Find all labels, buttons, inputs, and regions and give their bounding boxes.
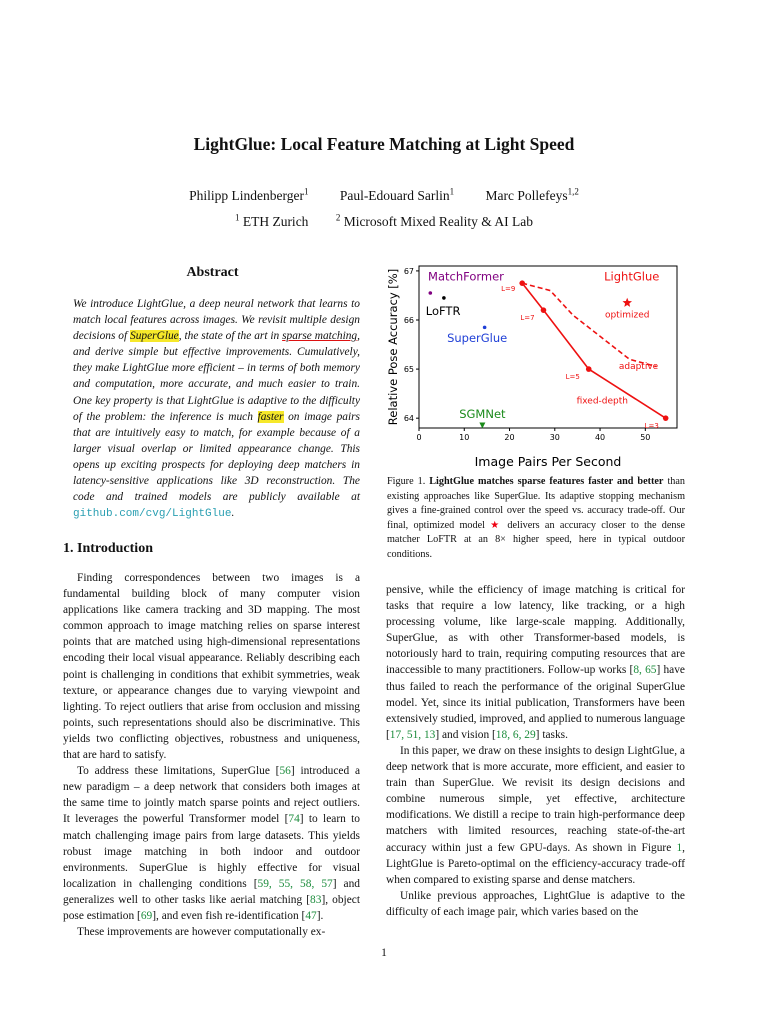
affiliation: $^2$ Microsoft Mixed Reality & AI Lab xyxy=(335,212,534,229)
paragraph: These improvements are however computationally ex- xyxy=(77,926,326,939)
author-list xyxy=(0,186,768,204)
fixed-depth-point xyxy=(541,307,547,313)
x-tick-label: 10 xyxy=(459,433,470,442)
fixed-depth-point xyxy=(586,366,592,372)
citation-link[interactable]: 8, 65 xyxy=(633,664,657,677)
citation-link[interactable]: 56 xyxy=(279,765,291,778)
citation-link[interactable]: 83 xyxy=(310,893,322,906)
annotation-label: LightGlue xyxy=(604,269,660,284)
author: Philipp Lindenberger$^1$ xyxy=(189,186,309,203)
author: Marc Pollefeys$^{1,2}$ xyxy=(485,186,579,203)
right-column xyxy=(386,582,685,920)
citation-link[interactable]: 47 xyxy=(305,909,317,922)
paper-title: LightGlue: Local Feature Matching at Light Speed xyxy=(193,134,575,154)
x-tick-label: 50 xyxy=(640,433,651,442)
annotation-label: SuperGlue xyxy=(447,331,508,346)
affiliation: $^1$ ETH Zurich xyxy=(234,212,309,229)
fixed-depth-point xyxy=(519,280,525,286)
figure-caption: Figure 1. LightGlue matches sparse features faster and better than existing approaches like SuperGlue. Its adaptive stopping mechanism gives a fine-grained control over the speed vs. accuracy trade-off. Our final, optimized model ★ delivers an accuracy closer to the dense matcher LoFTR at an 8× higher speed, here in typical outdoor conditions. xyxy=(387,476,685,560)
x-tick-label: 20 xyxy=(504,433,515,442)
y-axis-label: Relative Pose Accuracy [%] xyxy=(386,268,400,426)
y-tick-label: 64 xyxy=(403,414,414,424)
intro-column xyxy=(63,570,360,940)
y-tick-label: 67 xyxy=(403,266,414,276)
citation-link[interactable]: 69 xyxy=(140,909,153,922)
x-tick-label: 30 xyxy=(549,433,560,442)
citation-link[interactable]: 17, 51, 13 xyxy=(389,728,436,741)
underline-annotation: sparse matching xyxy=(282,330,358,343)
paragraph: In this paper, we draw on these insights to design LightGlue, a deep network that is more accurate, more efficient, and easier to train than SuperGlue. We revisit its design decisions and combine numerous simple, yet effective, architecture modifications. We distill a recipe to train high-performance deep matchers with limited resources, reaching state-of-the-art accuracy within just a few GPU-days. As shown in Figure 1, LightGlue is Pareto-optimal on the efficiency-accuracy trade-off when compared to existing sparse and dense matchers. xyxy=(386,744,685,886)
citation-link[interactable]: 74 xyxy=(288,813,300,826)
y-tick-label: 65 xyxy=(403,365,414,375)
fixed-depth-point xyxy=(663,415,669,421)
matchformer-point xyxy=(429,291,433,295)
figure-1 xyxy=(383,258,688,473)
depth-label: L=7 xyxy=(520,314,535,323)
page-number: 1 xyxy=(381,947,387,959)
paragraph: Unlike previous approaches, LightGlue is adaptive to the difficulty of each image pair, which varies based on the xyxy=(386,889,685,918)
annotation-label: SGMNet xyxy=(459,407,506,422)
annotation-label: adaptive xyxy=(618,362,659,373)
annotation-label: LoFTR xyxy=(425,304,461,319)
citation-link[interactable]: 59, 55, 58, 57 xyxy=(257,877,333,890)
y-tick-label: 66 xyxy=(403,316,414,325)
paragraph: Finding correspondences between two images is a fundamental building block of many computer vision applications like camera tracking and 3D mapping. The most common approach to image matching relies on sparse interest points that are matched using high-dimensional representations encoding their local visual appearance. Reliably describing each point is challenging in conditions that exhibit symmetries, weak texture, or appearance changes due to varying viewpoint and lighting. To reject outliers that arise from occlusion and missing points, such representations should also be discriminative. This yields two conflicting objectives, robustness and uniqueness, that are hard to satisfy. xyxy=(63,572,360,762)
abstract-text: We introduce LightGlue, a deep neural network that learns to match local features across images. We revisit multiple design decisions of SuperGlue, the state of the art in sparse matching, and derive simple but effective improvements. Cumulatively, they make LightGlue more efficient – in terms of both memory and computation, more accurate, and much easier to train. One key property is that LightGlue is adaptive to the difficulty of the problem: the inference is much faster on image pairs that are intuitively easy to match, for example because of a larger visual overlap or limited appearance change. This opens up exciting prospects for deploying deep matchers in latency-sensitive applications like 3D reconstruction. The code and trained models are publicly available at github.com/cvg/LightGlue. xyxy=(73,298,360,521)
star-icon: ★ xyxy=(490,519,503,531)
depth-label: L=5 xyxy=(565,373,580,382)
superglue-point xyxy=(483,326,487,330)
depth-label: L=3 xyxy=(644,422,659,431)
annotation-label: optimized xyxy=(604,310,650,321)
abstract-heading: Abstract xyxy=(186,265,239,280)
adaptive-line xyxy=(522,283,656,366)
depth-label: L=9 xyxy=(501,285,516,294)
affiliation-list xyxy=(0,212,768,230)
code-link[interactable]: github.com/cvg/LightGlue xyxy=(73,508,232,521)
highlight: faster xyxy=(257,410,284,423)
citation-link[interactable]: 18, 6, 29 xyxy=(495,728,536,741)
x-tick-label: 40 xyxy=(594,433,606,442)
annotation-label: MatchFormer xyxy=(428,269,504,284)
section-heading: 1. Introduction xyxy=(63,541,153,556)
accuracy-speed-chart xyxy=(383,258,688,473)
paragraph: To address these limitations, SuperGlue [56] introduced a new paradigm – a deep network that considers both images at the same time to jointly match sparse points and reject outliers. It leverages the powerful Transformer model [74] to learn to match challenging image pairs from large datasets. This yields robust image matching in both indoor and outdoor environments. SuperGlue is highly effective for visual localization in challenging conditions [59, 55, 58, 57] and generalizes well to other tasks like aerial matching [83], object pose estimation [69], and even fish re-identification [47]. xyxy=(63,765,360,922)
loftr-point xyxy=(442,296,446,300)
x-tick-label: 0 xyxy=(416,433,422,442)
highlight: SuperGlue xyxy=(130,330,179,343)
annotation-label: fixed-depth xyxy=(576,396,629,407)
figure-link[interactable]: 1 xyxy=(676,841,683,854)
star-icon xyxy=(623,298,633,307)
paragraph: pensive, while the efficiency of image matching is critical for tasks that require a low latency, like tracking, or a high processing volume, like large-scale mapping. Additionally, SuperGlue, as with other Transformer-based models, is notoriously hard to train, requiring computing resources that are inaccessible to many practitioners. Follow-up works [8, 65] have thus failed to reach the performance of the original SuperGlue model. Yet, since its initial publication, Transformers have been extensively studied, improved, and applied to numerous language [17, 51, 13] and vision [18, 6, 29] tasks. xyxy=(386,584,685,741)
author: Paul-Edouard Sarlin$^1$ xyxy=(339,186,455,203)
x-axis-label: Image Pairs Per Second xyxy=(474,454,622,469)
